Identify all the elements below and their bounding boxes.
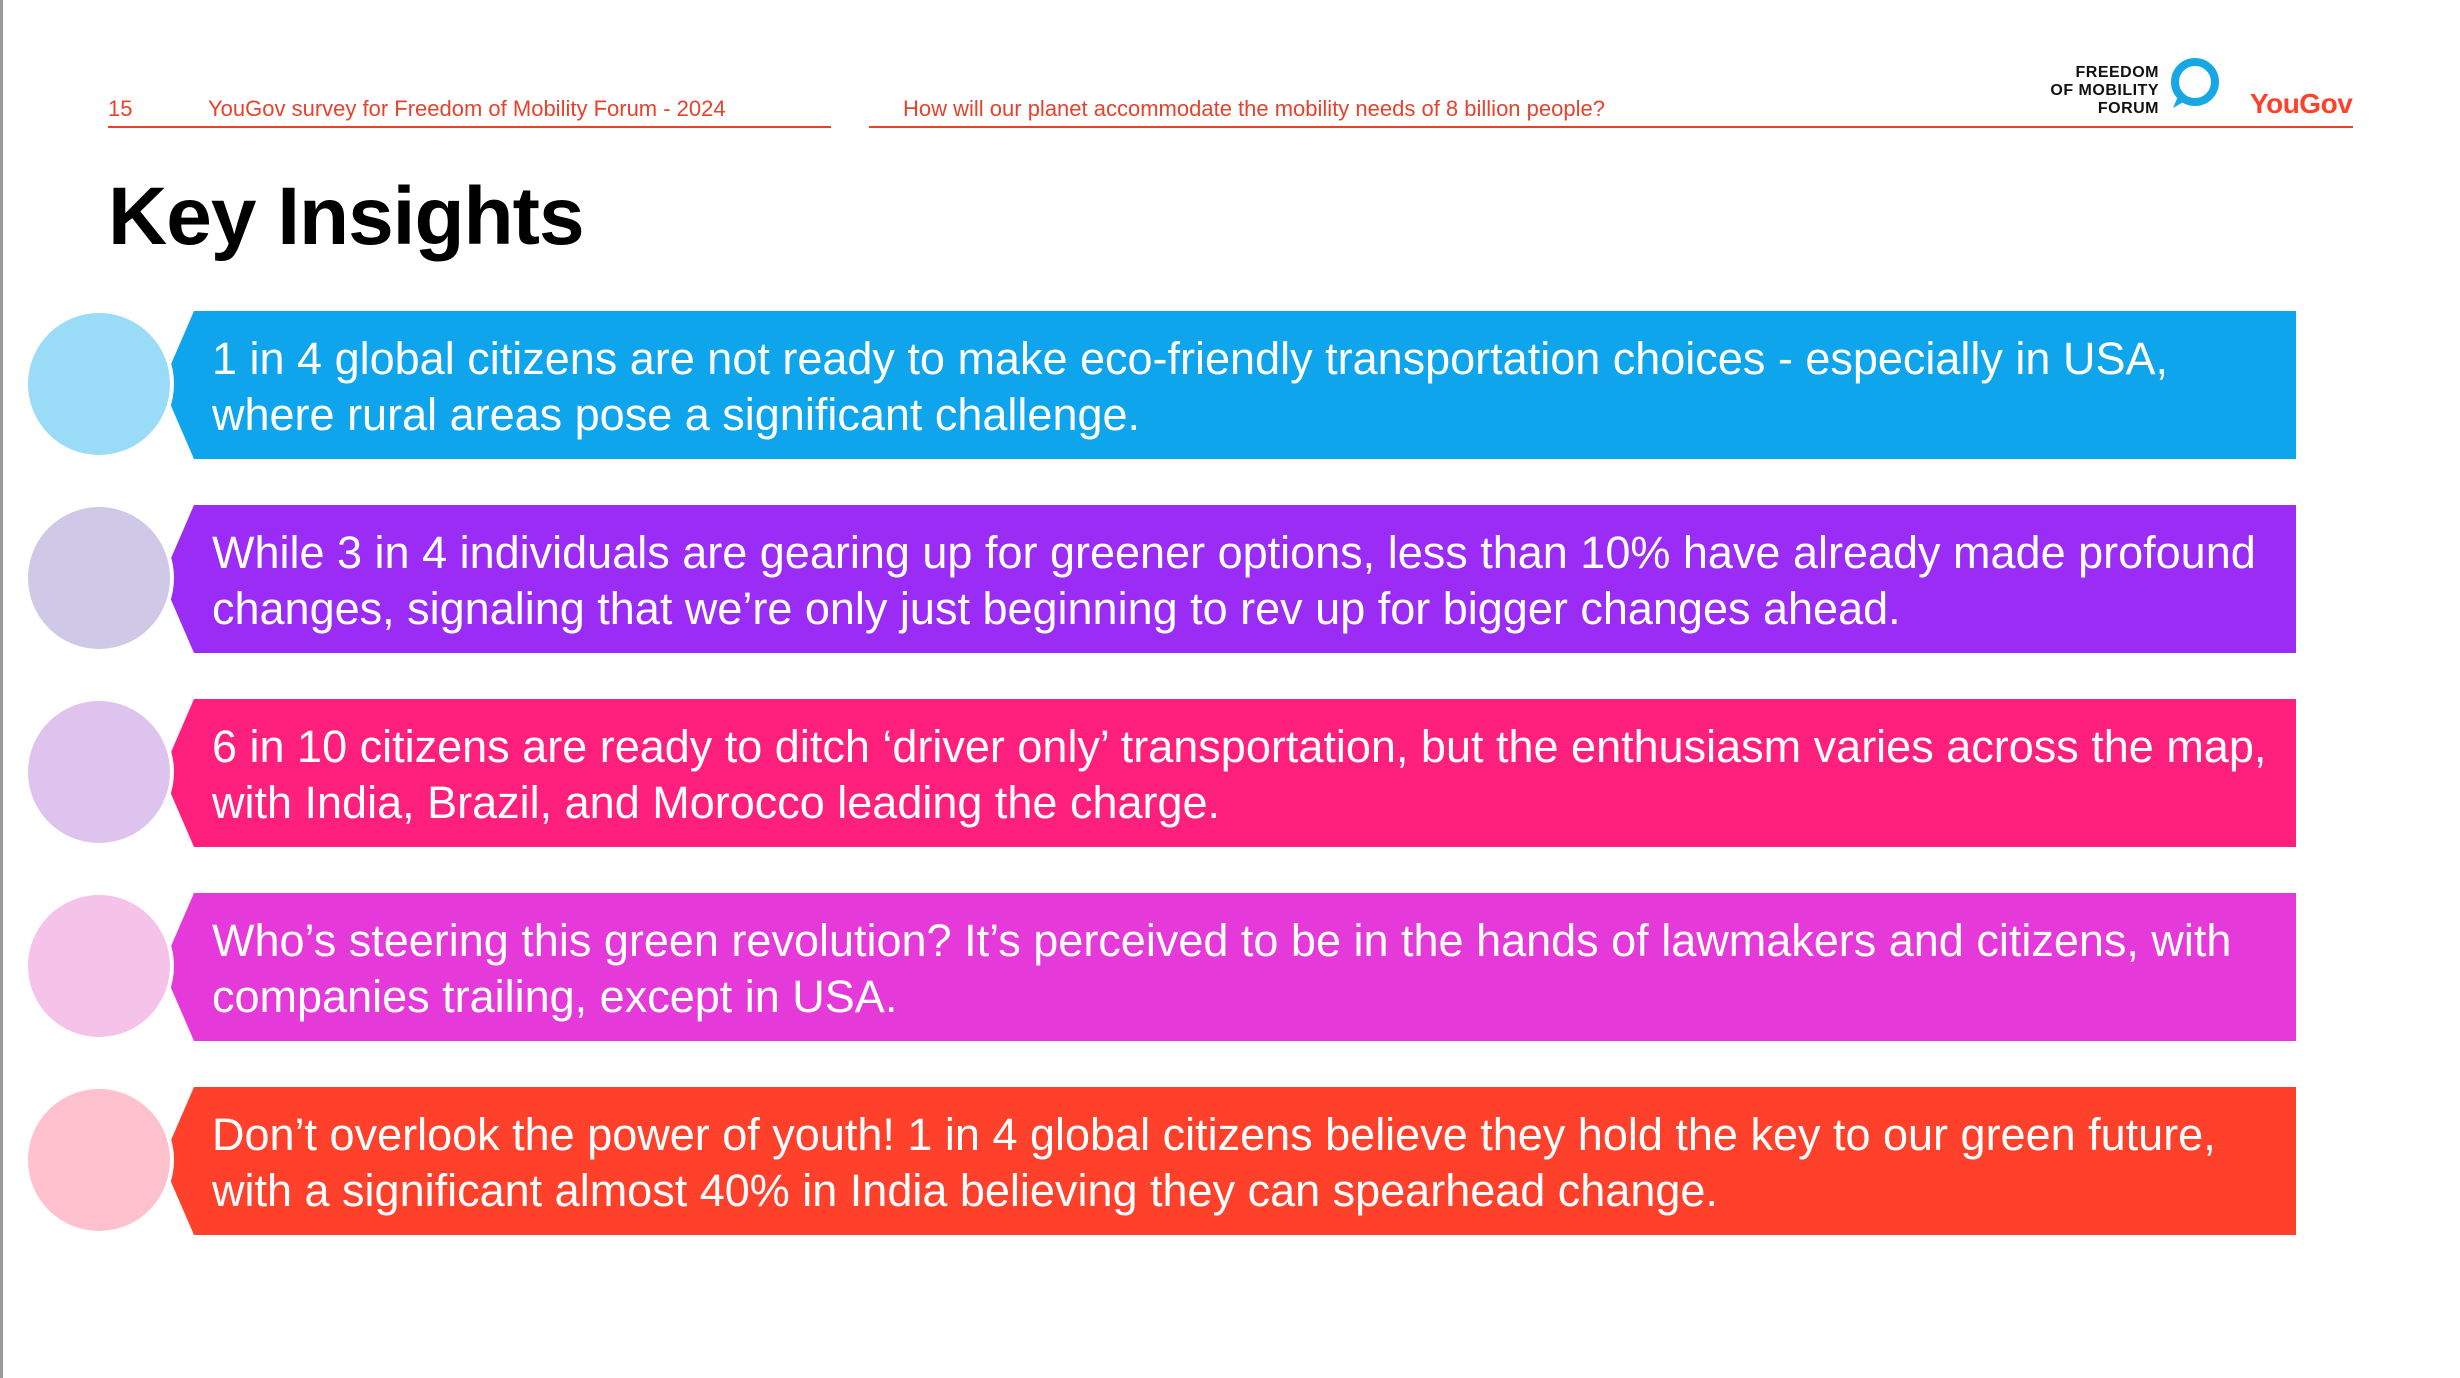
insight-row-1 (0, 311, 2300, 459)
insight-circle-1 (24, 309, 174, 459)
header-question: How will our planet accommodate the mobility needs of 8 billion people? (903, 96, 1605, 121)
fmf-logo-text: FREEDOM OF MOBILITY FORUM (2050, 64, 2159, 117)
header-rule-right (869, 126, 2353, 128)
page-title: Key Insights (108, 171, 584, 262)
insight-text-4: Who’s steering this green revolution? It’s perceived to be in the hands of lawmakers and citizens, with companies trailing, except in USA. (212, 915, 2232, 1022)
yougov-logo: YouGov (2250, 88, 2353, 119)
insight-text-5: Don’t overlook the power of youth! 1 in 4 global citizens believe they hold the key to our green future, with a significant almost 40% in India believing they can spearhead change. (212, 1109, 2216, 1216)
freedom-of-mobility-forum-logo (2010, 52, 2225, 124)
fmf-ring-icon (2165, 54, 2225, 114)
insight-text-2: While 3 in 4 individuals are gearing up for greener options, less than 10% have already made profound changes, signaling that we’re only just beginning to rev up for bigger changes ahead. (212, 527, 2256, 634)
insight-circle-4 (24, 891, 174, 1041)
insight-row-5 (0, 1087, 2300, 1235)
insight-circle-5 (24, 1085, 174, 1235)
insight-circle-2 (24, 503, 174, 653)
insight-row-3 (0, 699, 2300, 847)
insight-text-1: 1 in 4 global citizens are not ready to make eco-friendly transportation choices - especially in USA, where rural areas pose a significant challenge. (212, 333, 2168, 440)
page-number: 15 (108, 96, 133, 121)
header-rule-left (108, 126, 831, 128)
insight-row-4 (0, 893, 2300, 1041)
insight-row-2 (0, 505, 2300, 653)
survey-label: YouGov survey for Freedom of Mobility Forum - 2024 (208, 96, 726, 121)
insight-text-3: 6 in 10 citizens are ready to ditch ‘driver only’ transportation, but the enthusiasm varies across the map, with India, Brazil, and Morocco leading the charge. (212, 721, 2267, 828)
insight-circle-3 (24, 697, 174, 847)
